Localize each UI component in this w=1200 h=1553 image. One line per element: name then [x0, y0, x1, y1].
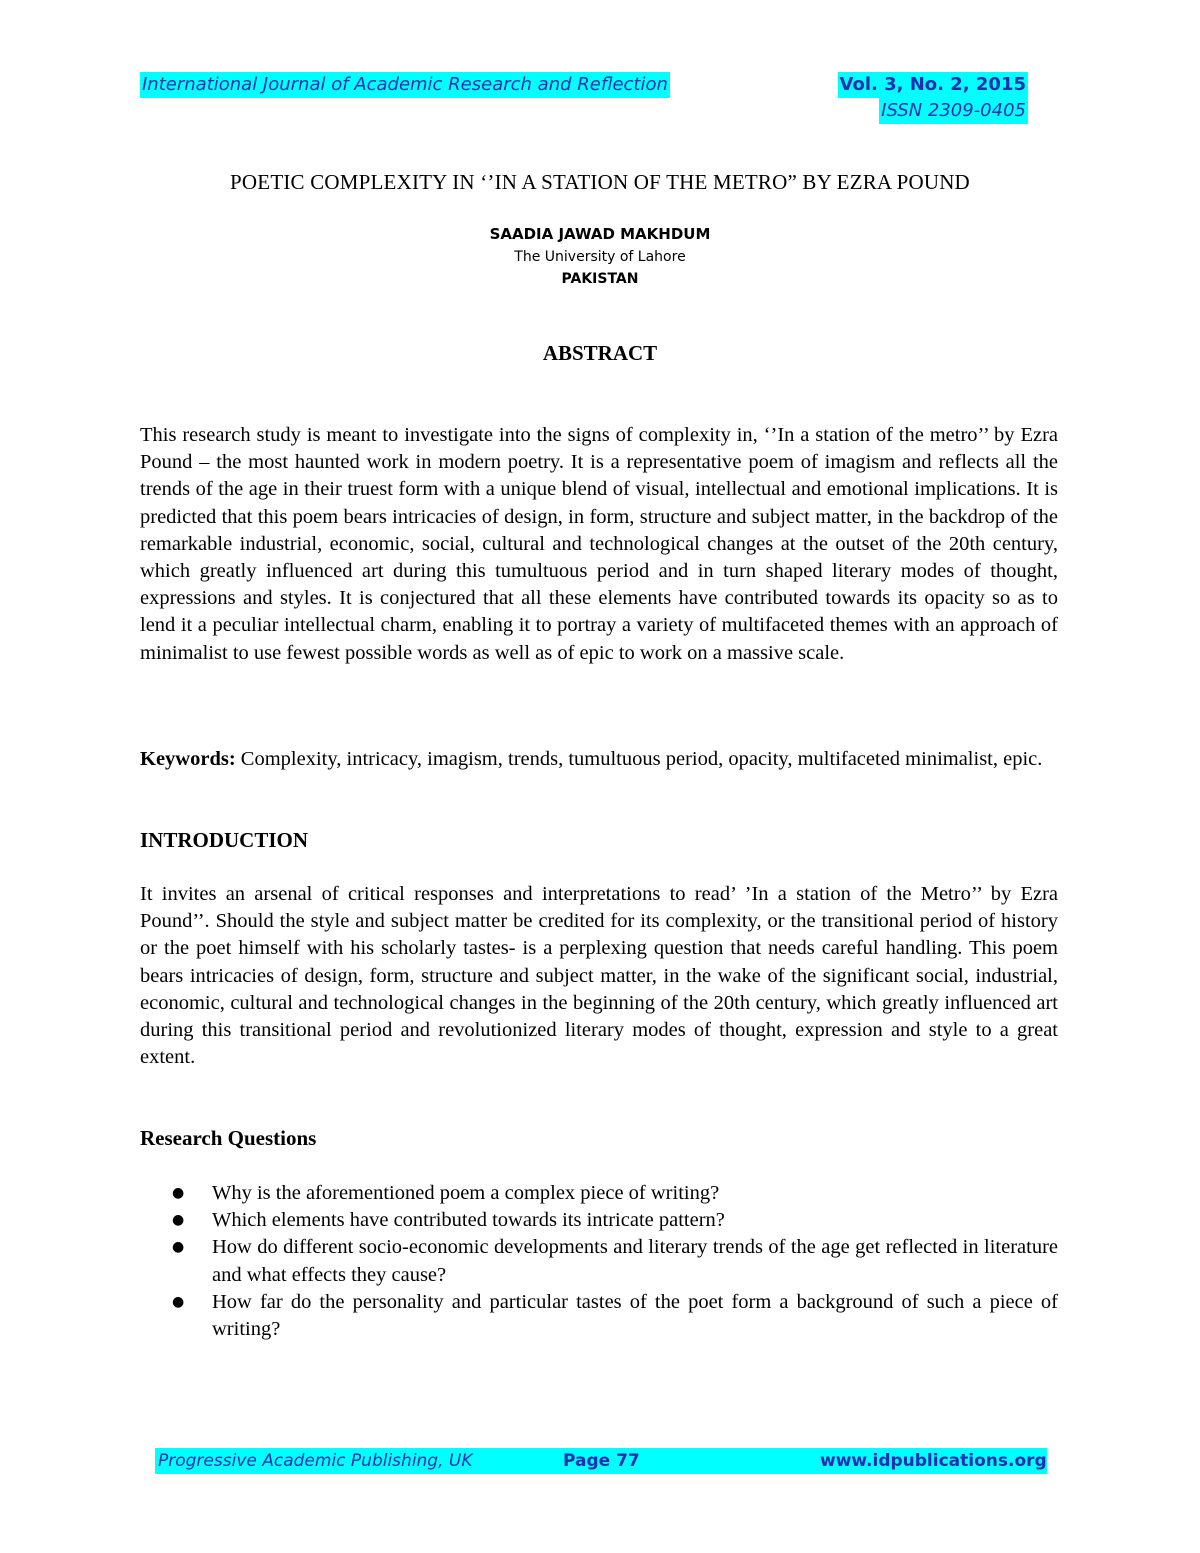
- footer-page-number: Page 77: [563, 1448, 640, 1474]
- list-item: [140, 1207, 1058, 1234]
- bullet-icon: ●: [172, 1239, 185, 1256]
- abstract-text: This research study is meant to investigate into the signs of complexity in, ‘’In a station of the metro’’ by Ezra Pound – the most haunted work in modern poetry. It is a representative poem of imagism and reflects all the trends of the age in their truest form with a unique blend of visual, intellectual and emotional implications. It is predicted that this poem bears intricacies of design, in form, structure and subject matter, in the backdrop of the remarkable industrial, economic, social, cultural and technological changes at the outset of the 20th century, which greatly influenced art during this tumultuous period and in turn shaped literary modes of thought, expressions and styles. It is conjectured that all these elements have contributed towards its opacity so as to lend it a peculiar intellectual charm, enabling it to portray a variety of multifaceted themes with an approach of minimalist to use fewest possible words as well as of epic to work on a massive scale.: [140, 424, 1058, 664]
- bullet-icon: ●: [172, 1293, 185, 1310]
- author-name: SAADIA JAWAD MAKHDUM: [489, 225, 711, 243]
- research-questions-list: [140, 1180, 1058, 1343]
- keywords-label: Keywords:: [140, 748, 236, 770]
- introduction-heading: INTRODUCTION: [140, 828, 309, 852]
- abstract-heading: ABSTRACT: [542, 341, 658, 365]
- footer-publisher: Progressive Academic Publishing, UK: [158, 1448, 473, 1474]
- bullet-icon: ●: [172, 1185, 185, 1201]
- keywords: [140, 746, 1058, 773]
- paper-title: POETIC COMPLEXITY IN ‘’IN A STATION OF THE METRO” BY EZRA POUND: [230, 170, 970, 194]
- author-country: PAKISTAN: [561, 271, 639, 287]
- list-item-text: Which elements have contributed towards its intricate pattern?: [212, 1209, 725, 1232]
- keywords-text: Complexity, intricacy, imagism, trends, tumultuous period, opacity, multifaceted minimalist, epic.: [235, 748, 1043, 770]
- list-item: [140, 1234, 1058, 1288]
- list-item-text: How do different socio-economic developments and literary trends of the age get reflected in literature and what effects they cause?: [212, 1236, 1058, 1286]
- issn: ISSN 2309-0405: [879, 98, 1028, 124]
- list-item: [140, 1289, 1058, 1343]
- author-affiliation: The University of Lahore: [514, 249, 686, 265]
- list-item: [140, 1180, 1058, 1207]
- volume-info: Vol. 3, No. 2, 2015: [838, 72, 1028, 98]
- list-item-text: Why is the aforementioned poem a complex piece of writing?: [212, 1182, 720, 1204]
- volume-issn-block: [838, 72, 1028, 124]
- journal-name: International Journal of Academic Research and Reflection: [140, 72, 670, 98]
- bullet-icon: ●: [172, 1212, 185, 1229]
- footer-website: www.idpublications.org: [820, 1448, 1047, 1474]
- introduction-text: It invites an arsenal of critical responses and interpretations to read’ ’In a station of the Metro’’ by Ezra Pound’’. Should the style and subject matter be credited for its complexity, or the transitional period of history or the poet himself with his scholarly tastes- is a perplexing question that needs careful handling. This poem bears intricacies of design, form, structure and subject matter, in the wake of the significant social, industrial, economic, cultural and technological changes in the beginning of the 20th century, which greatly influenced art during this transitional period and revolutionized literary modes of thought, expression and style to a great extent.: [140, 883, 1058, 1069]
- research-questions-heading: Research Questions: [140, 1126, 317, 1150]
- list-item-text: How far do the personality and particular tastes of the poet form a background of such a piece of writing?: [212, 1290, 1058, 1341]
